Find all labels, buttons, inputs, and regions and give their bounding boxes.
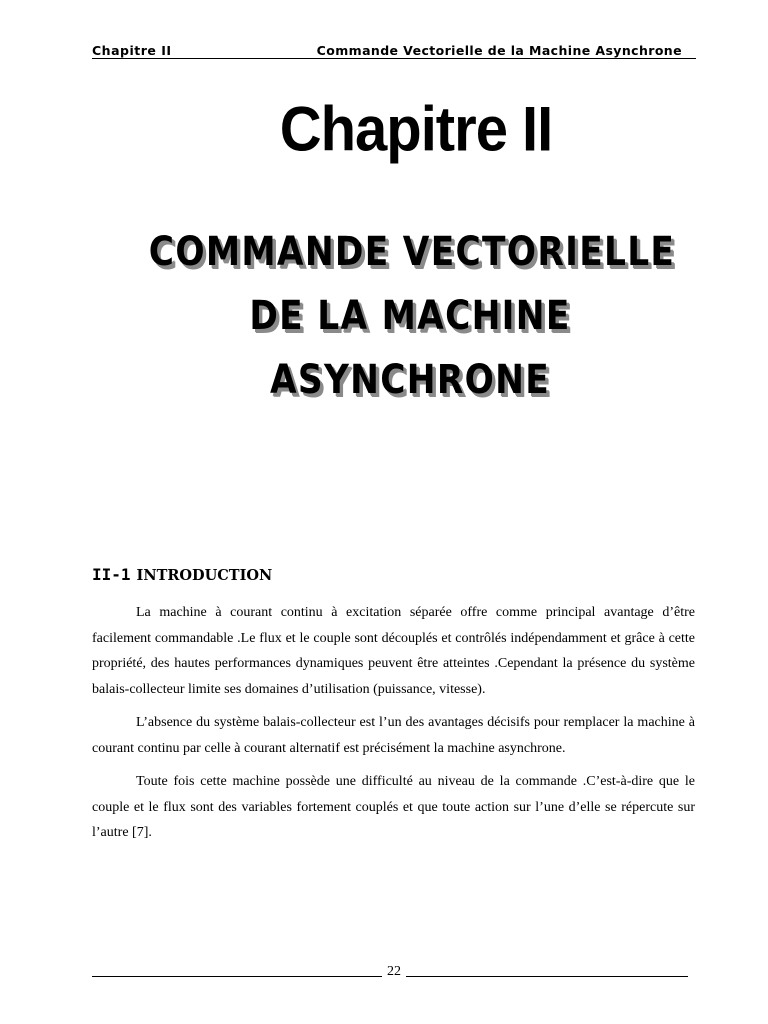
chapter-subtitle-line: ASYNCHRONE: [269, 357, 551, 403]
header-chapter-title: Commande Vectorielle de la Machine Asynchrone: [316, 43, 682, 58]
section-heading: [92, 565, 272, 585]
paragraph: La machine à courant continu à excitation séparée offre comme principal avantage d’être facilement commandable .Le flux et le couple sont découplés et contrôlés indépendamment et grâce à cette propriété, des hautes performances dynamiques peuvent être atteintes .Cependant la présence du système balais-collecteur limite ses domaines d’utilisation (puissance, vitesse).: [92, 605, 695, 697]
footer-rule-left: [92, 976, 382, 977]
header-rule: [92, 58, 696, 59]
section-title: INTRODUCTION: [136, 567, 273, 584]
chapter-subtitle-line: DE LA MACHINE: [249, 293, 571, 339]
footer-rule-right: [406, 976, 688, 977]
section-number: II-1: [92, 565, 131, 584]
chapter-subtitle-line: COMMANDE VECTORIELLE: [148, 229, 676, 275]
chapter-subtitle: [0, 220, 768, 412]
paragraph: L’absence du système balais-collecteur est l’un des avantages décisifs pour remplacer la machine à courant continu par celle à courant alternatif est précisément la machine asynchrone.: [92, 715, 695, 756]
running-header: [92, 40, 696, 58]
body-text: [92, 600, 695, 854]
header-chapter-label: Chapitre II: [92, 43, 172, 58]
chapter-title: Chapitre II: [279, 94, 553, 165]
page-footer: [92, 962, 688, 982]
page-number: 22: [387, 964, 401, 979]
paragraph: Toute fois cette machine possède une difficulté au niveau de la commande .C’est-à-dire que le couple et le flux sont des variables fortement couplés et que toute action sur l’une d’elle se répercute sur l’autre [7].: [92, 774, 695, 840]
